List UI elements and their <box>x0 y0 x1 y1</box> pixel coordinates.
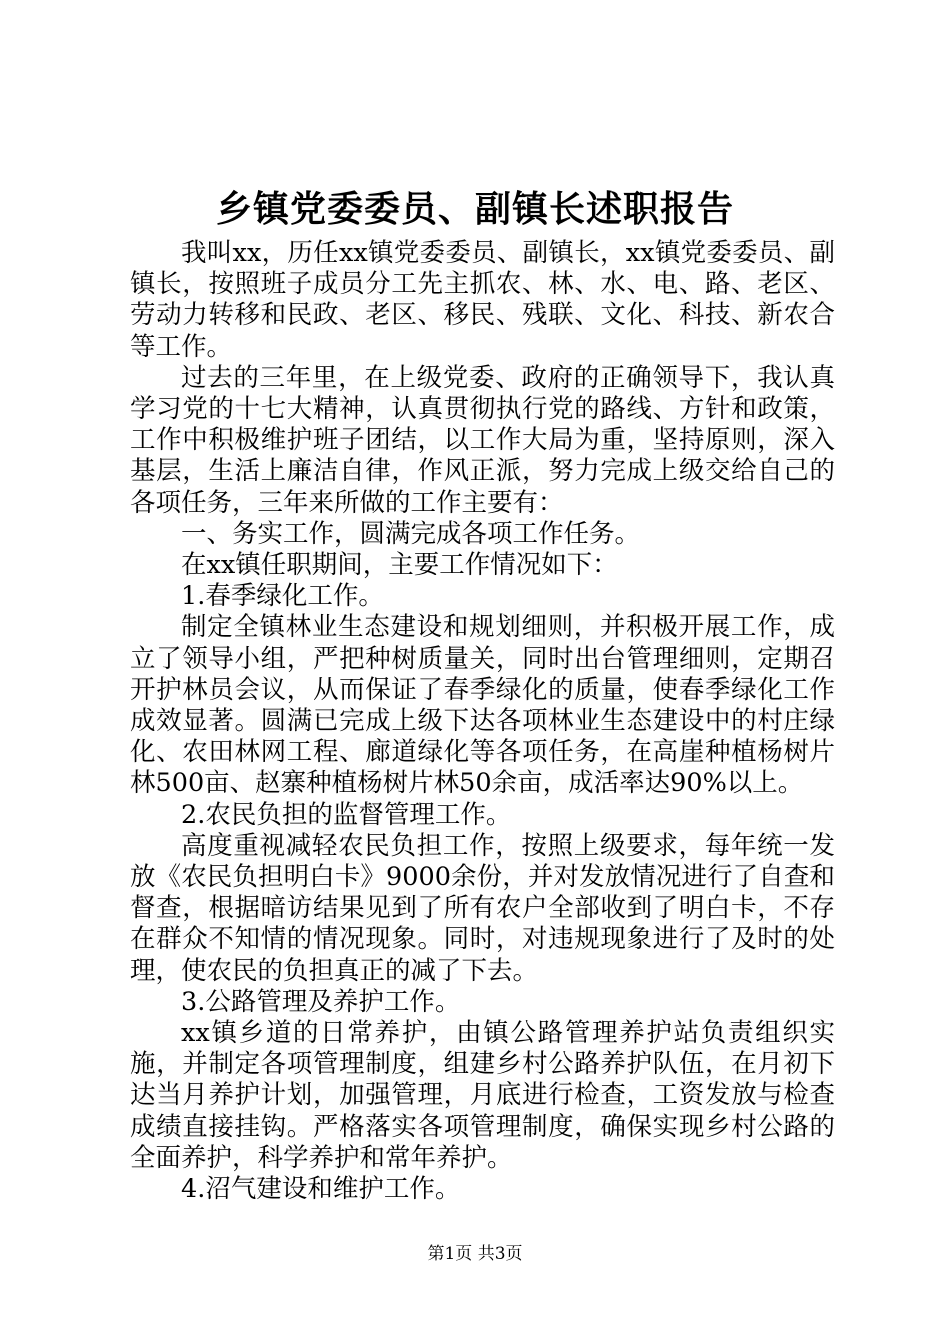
subsection-heading: 2.农民负担的监督管理工作。 <box>181 799 512 830</box>
subsection-heading: 3.公路管理及养护工作。 <box>181 986 461 1017</box>
paragraph: 过去的三年里，在上级党委、政府的正确领导下，我认真学习党的十七大精神，认真贯彻执行党的路线、方针和政策，工作中积极维护班子团结，以工作大局为重，坚持原则，深入基层，生活上廉洁自律，作风正派，努力完成上级交给自己的各项任务，三年来所做的工作主要有： <box>130 362 835 518</box>
paragraph: xx镇乡道的日常养护，由镇公路管理养护站负责组织实施，并制定各项管理制度，组建乡村公路养护队伍，在月初下达当月养护计划，加强管理，月底进行检查，工资发放与检查成绩直接挂钩。严格落实各项管理制度，确保实现乡村公路的全面养护，科学养护和常年养护。 <box>130 1018 835 1173</box>
paragraph: 高度重视减轻农民负担工作，按照上级要求，每年统一发放《农民负担明白卡》9000余份，并对发放情况进行了自查和督查，根据暗访结果见到了所有农户全部收到了明白卡，不存在群众不知情的情况现象。同时，对违规现象进行了及时的处理，使农民的负担真正的减了下去。 <box>130 830 835 986</box>
page-number-footer: 第1页 共3页 <box>427 1244 523 1264</box>
paragraph: 在xx镇任职期间，主要工作情况如下： <box>181 550 618 581</box>
paragraph: 制定全镇林业生态建设和规划细则，并积极开展工作，成立了领导小组，严把种树质量关，同时出台管理细则，定期召开护林员会议，从而保证了春季绿化的质量，使春季绿化工作成效显著。圆满已完成上级下达各项林业生态建设中的村庄绿化、农田林网工程、廊道绿化等各项任务，在高崖种植杨树片林500亩、赵寨种植杨树片林50余亩，成活率达90%以上。 <box>130 612 835 799</box>
document-body <box>130 238 835 1205</box>
subsection-heading: 1.春季绿化工作。 <box>181 581 384 612</box>
paragraph: 我叫xx，历任xx镇党委委员、副镇长，xx镇党委委员、副镇长，按照班子成员分工先主抓农、林、水、电、路、老区、劳动力转移和民政、老区、移民、残联、文化、科技、新农合等工作。 <box>130 238 835 362</box>
subsection-heading: 4.沼气建设和维护工作。 <box>181 1174 461 1205</box>
document-title: 乡镇党委委员、副镇长述职报告 <box>215 188 734 230</box>
section-heading: 一、务实工作，圆满完成各项工作任务。 <box>181 518 641 549</box>
